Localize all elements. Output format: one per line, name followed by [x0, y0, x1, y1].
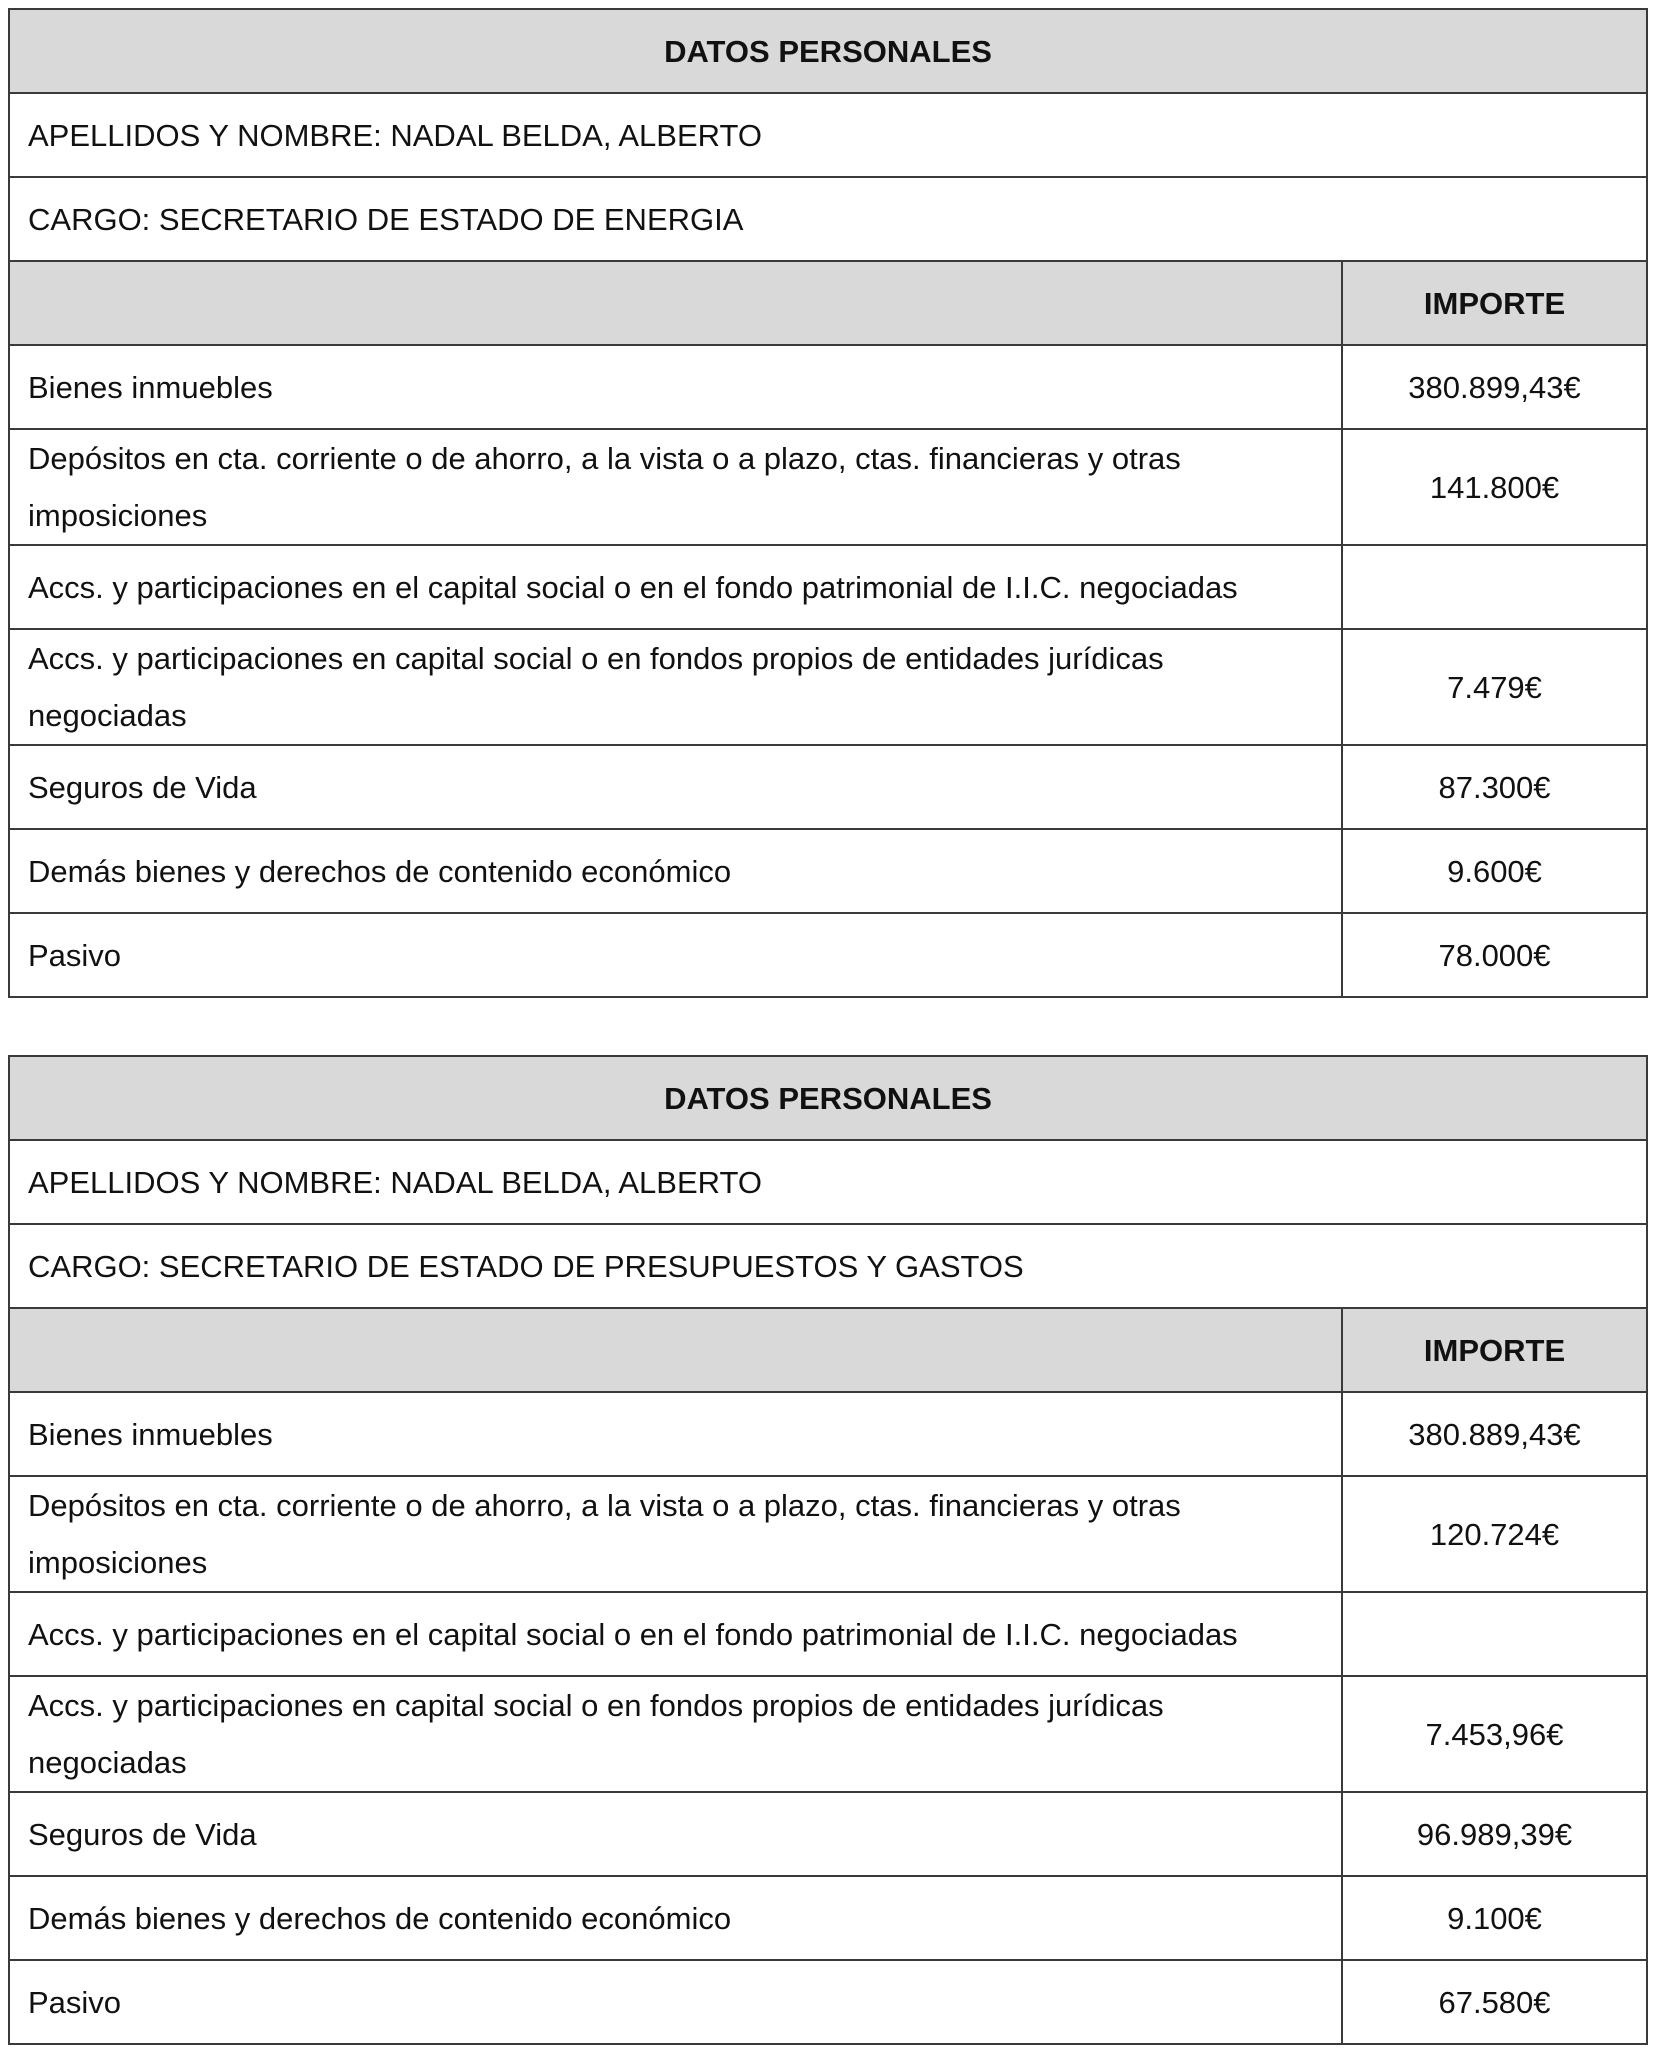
- table-row: [9, 913, 1647, 997]
- concept-cell: Accs. y participaciones en el capital social o en el fondo patrimonial de I.I.C. negociadas: [9, 545, 1342, 629]
- amount-cell: 141.800€: [1342, 429, 1647, 545]
- amount-cell: [1342, 545, 1647, 629]
- table-row: [9, 429, 1647, 545]
- concept-cell: Accs. y participaciones en capital social o en fondos propios de entidades jurídicas negociadas: [9, 629, 1342, 745]
- table-row: [9, 1960, 1647, 2044]
- amount-cell: 380.889,43€: [1342, 1392, 1647, 1476]
- table-row: [9, 629, 1647, 745]
- amount-cell: 9.100€: [1342, 1876, 1647, 1960]
- table-row: [9, 1876, 1647, 1960]
- name-line: APELLIDOS Y NOMBRE: NADAL BELDA, ALBERTO: [9, 93, 1647, 177]
- amount-cell: 87.300€: [1342, 745, 1647, 829]
- table-row: [9, 345, 1647, 429]
- asset-declaration-table: [8, 1055, 1648, 2045]
- concept-cell: Bienes inmuebles: [9, 345, 1342, 429]
- amount-cell: 9.600€: [1342, 829, 1647, 913]
- amount-cell: 7.479€: [1342, 629, 1647, 745]
- amount-cell: [1342, 1592, 1647, 1676]
- concept-cell: Accs. y participaciones en capital social o en fondos propios de entidades jurídicas negociadas: [9, 1676, 1342, 1792]
- concept-cell: Demás bienes y derechos de contenido económico: [9, 1876, 1342, 1960]
- amount-cell: 380.899,43€: [1342, 345, 1647, 429]
- concept-cell: Demás bienes y derechos de contenido económico: [9, 829, 1342, 913]
- concept-cell: Depósitos en cta. corriente o de ahorro, a la vista o a plazo, ctas. financieras y otras imposiciones: [9, 1476, 1342, 1592]
- table-row: [9, 1792, 1647, 1876]
- name-line: APELLIDOS Y NOMBRE: NADAL BELDA, ALBERTO: [9, 1140, 1647, 1224]
- concept-cell: Seguros de Vida: [9, 745, 1342, 829]
- amount-cell: 67.580€: [1342, 1960, 1647, 2044]
- table-row: [9, 829, 1647, 913]
- concept-column-header: [9, 1308, 1342, 1392]
- table-row: [9, 545, 1647, 629]
- table-row: [9, 1592, 1647, 1676]
- concept-cell: Accs. y participaciones en el capital social o en el fondo patrimonial de I.I.C. negociadas: [9, 1592, 1342, 1676]
- amount-cell: 7.453,96€: [1342, 1676, 1647, 1792]
- asset-declaration-table: [8, 8, 1648, 998]
- concept-cell: Pasivo: [9, 1960, 1342, 2044]
- table-row: [9, 745, 1647, 829]
- concept-cell: Pasivo: [9, 913, 1342, 997]
- table-row: [9, 1676, 1647, 1792]
- amount-cell: 120.724€: [1342, 1476, 1647, 1592]
- amount-column-header: IMPORTE: [1342, 1308, 1647, 1392]
- amount-cell: 78.000€: [1342, 913, 1647, 997]
- section-header: DATOS PERSONALES: [9, 1056, 1647, 1140]
- table-row: [9, 1476, 1647, 1592]
- concept-cell: Bienes inmuebles: [9, 1392, 1342, 1476]
- concept-cell: Depósitos en cta. corriente o de ahorro, a la vista o a plazo, ctas. financieras y otras imposiciones: [9, 429, 1342, 545]
- table-row: [9, 1392, 1647, 1476]
- cargo-line: CARGO: SECRETARIO DE ESTADO DE ENERGIA: [9, 177, 1647, 261]
- section-header: DATOS PERSONALES: [9, 9, 1647, 93]
- concept-column-header: [9, 261, 1342, 345]
- cargo-line: CARGO: SECRETARIO DE ESTADO DE PRESUPUESTOS Y GASTOS: [9, 1224, 1647, 1308]
- amount-column-header: IMPORTE: [1342, 261, 1647, 345]
- concept-cell: Seguros de Vida: [9, 1792, 1342, 1876]
- amount-cell: 96.989,39€: [1342, 1792, 1647, 1876]
